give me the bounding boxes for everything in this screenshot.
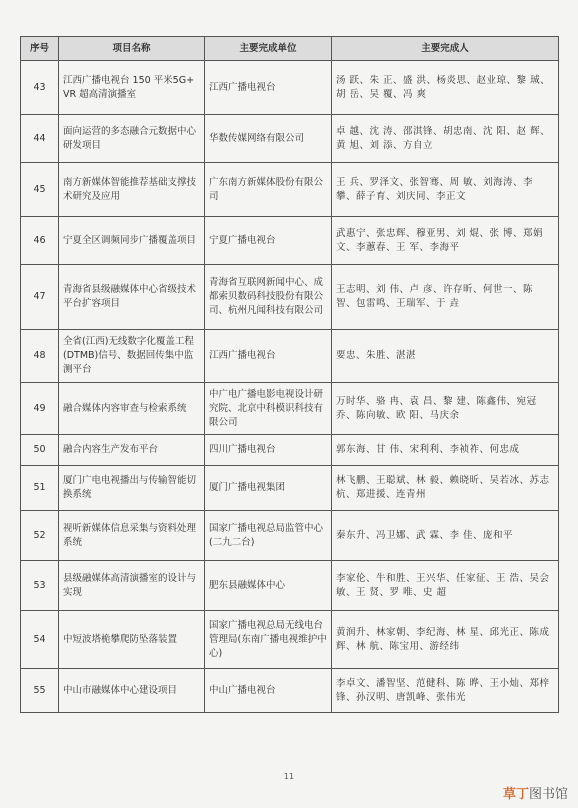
project-name: 中短波塔桅攀爬防坠落装置	[59, 611, 205, 669]
project-name: 全省(江西)无线数字化覆盖工程(DTMB)信号、数据回传集中监测平台	[59, 330, 205, 383]
row-number: 54	[21, 611, 59, 669]
row-number: 52	[21, 511, 59, 561]
project-name: 融合媒体内容审查与检索系统	[59, 383, 205, 435]
project-name: 中山市融媒体中心建设项目	[59, 669, 205, 713]
main-people: 武惠宁、张忠辉、穆亚男、刘 焜、张 博、郑娟文、李蕙春、王 军、李海平	[332, 217, 559, 265]
table-row	[21, 163, 559, 217]
project-name: 融合内容生产发布平台	[59, 435, 205, 466]
main-unit: 国家广播电视总局监管中心(二九二台)	[205, 511, 332, 561]
project-name: 青海省县级融媒体中心省级技术平台扩容项目	[59, 265, 205, 330]
main-people: 李家伦、牛和胜、王兴华、任家征、王 浩、吴会敏、王 贤、罗 唯、史 超	[332, 561, 559, 611]
header-main-unit: 主要完成单位	[205, 37, 332, 61]
row-number: 50	[21, 435, 59, 466]
header-project-name: 项目名称	[59, 37, 205, 61]
project-name: 南方新媒体智能推荐基础支撑技术研究及应用	[59, 163, 205, 217]
table-row	[21, 61, 559, 115]
table-row	[21, 115, 559, 163]
row-number: 55	[21, 669, 59, 713]
main-unit: 江西广播电视台	[205, 330, 332, 383]
main-people: 万时华、骆 冉、袁 昌、黎 建、陈鑫伟、宛冠乔、陈向敏、欧 阳、马庆余	[332, 383, 559, 435]
table-row	[21, 561, 559, 611]
main-unit: 华数传媒网络有限公司	[205, 115, 332, 163]
project-name: 面向运营的多态融合元数据中心研发项目	[59, 115, 205, 163]
row-number: 43	[21, 61, 59, 115]
row-number: 46	[21, 217, 59, 265]
main-unit: 国家广播电视总局无线电台管理局(东南广播电视维护中心)	[205, 611, 332, 669]
table-row	[21, 466, 559, 511]
table-row	[21, 435, 559, 466]
main-people: 林飞鹏、王聪斌、林 毅、赖晓昕、吴若冰、苏志杭、郑进援、连青州	[332, 466, 559, 511]
page-number: 11	[283, 772, 295, 781]
site-watermark	[503, 783, 568, 802]
main-unit: 厦门广播电视集团	[205, 466, 332, 511]
row-number: 49	[21, 383, 59, 435]
main-people: 王志明、刘 伟、卢 彦、许存昕、何世一、陈 智、包雷鸣、王瑞军、于 垚	[332, 265, 559, 330]
row-number: 51	[21, 466, 59, 511]
main-people: 王 兵、罗泽文、张智骞、周 敏、刘海涛、李 攀、薛子育、刘庆同、李正文	[332, 163, 559, 217]
table-header-row	[21, 37, 559, 61]
table-row	[21, 511, 559, 561]
main-unit: 广东南方新媒体股份有限公司	[205, 163, 332, 217]
main-people: 卓 越、沈 涛、邵淇锋、胡忠南、沈 阳、赵 辉、黄 旭、刘 添、方自立	[332, 115, 559, 163]
project-name: 宁夏全区调频同步广播覆盖项目	[59, 217, 205, 265]
watermark-text-secondary: 图书馆	[528, 787, 568, 802]
main-people: 汤 跃、朱 正、盛 洪、杨炎思、赵业琼、黎 珹、胡 岳、吴 覆、冯 爽	[332, 61, 559, 115]
table-row	[21, 669, 559, 713]
table-row	[21, 265, 559, 330]
watermark-text-primary: 草丁	[502, 787, 529, 802]
main-people: 秦东升、冯卫娜、武 霖、李 佳、庞和平	[332, 511, 559, 561]
project-name: 县级融媒体高清演播室的设计与实现	[59, 561, 205, 611]
main-unit: 青海省互联网新闻中心、成都索贝数码科技股份有限公司、杭州凡闻科技有限公司	[205, 265, 332, 330]
main-unit: 江西广播电视台	[205, 61, 332, 115]
award-table	[20, 36, 559, 713]
table-row	[21, 611, 559, 669]
project-name: 视听新媒体信息采集与资料处理系统	[59, 511, 205, 561]
main-unit: 四川广播电视台	[205, 435, 332, 466]
main-people: 李卓文、潘智坚、范健科、陈 晔、王小灿、郑梓锋、孙汉明、唐凯峰、张伟光	[332, 669, 559, 713]
row-number: 53	[21, 561, 59, 611]
main-people: 要忠、朱胜、湛湛	[332, 330, 559, 383]
table-row	[21, 217, 559, 265]
table-row	[21, 383, 559, 435]
main-unit: 中广电广播电影电视设计研究院、北京中科模识科技有限公司	[205, 383, 332, 435]
project-name: 江西广播电视台 150 平米5G+VR 超高清演播室	[59, 61, 205, 115]
header-serial: 序号	[21, 37, 59, 61]
main-people: 郭东海、甘 伟、宋利利、李祯祚、何忠成	[332, 435, 559, 466]
header-main-people: 主要完成人	[332, 37, 559, 61]
row-number: 44	[21, 115, 59, 163]
project-name: 厦门广电电视播出与传输智能切换系统	[59, 466, 205, 511]
table-row	[21, 330, 559, 383]
row-number: 45	[21, 163, 59, 217]
main-unit: 宁夏广播电视台	[205, 217, 332, 265]
main-unit: 中山广播电视台	[205, 669, 332, 713]
row-number: 48	[21, 330, 59, 383]
row-number: 47	[21, 265, 59, 330]
main-people: 黄润升、林家朝、李纪海、林 星、邱光正、陈成辉、林 航、陈宝用、游经纬	[332, 611, 559, 669]
main-unit: 肥东县融媒体中心	[205, 561, 332, 611]
